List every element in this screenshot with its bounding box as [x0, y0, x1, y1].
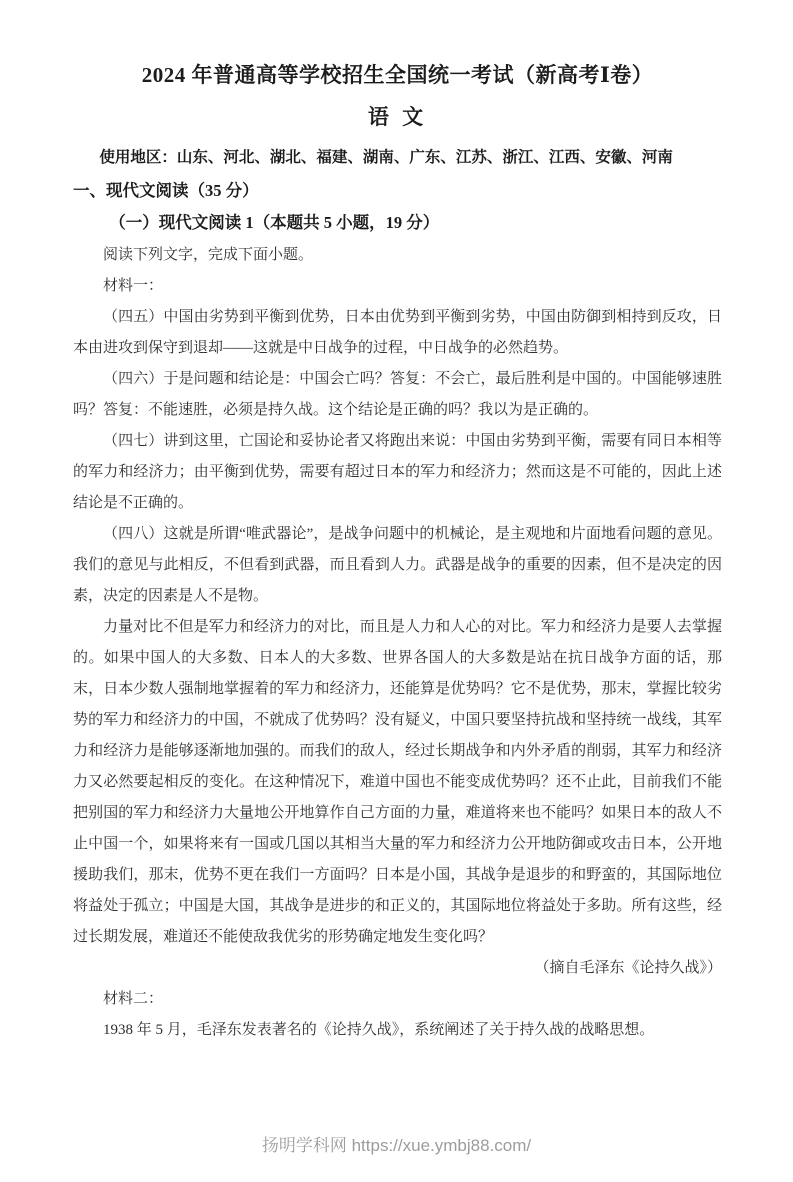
passage-paragraph-48: （四八）这就是所谓“唯武器论”，是战争问题中的机械论，是主观地和片面地看问题的意见。我们的意见与此相反，不但看到武器，而且看到人力。武器是战争的重要的因素，但不是决定的因素，决定的因素是人不是物。 — [73, 526, 722, 604]
passage-paragraph-47: （四七）讲到这里，亡国论和妥协论者又将跑出来说：中国由劣势到平衡，需要有同日本相等的军力和经济力；由平衡到优势，需要有超过日本的军力和经济力；然而这是不可能的，因此上述结论是不正确的。 — [73, 433, 722, 511]
site-watermark: 扬明学科网 https://xue.ymbj88.com/ — [261, 1136, 532, 1155]
section-heading-modern-reading: 一、现代文阅读（35 分） — [73, 181, 259, 200]
reading-instruction: 阅读下列文字，完成下面小题。 — [103, 247, 314, 263]
regions-line: 使用地区：山东、河北、湖北、福建、湖南、广东、江苏、浙江、江西、安徽、河南 — [99, 149, 673, 166]
passage-paragraph-strength: 力量对比不但是军力和经济力的对比，而且是人力和人心的对比。军力和经济力是要人去掌握的。如果中国人的大多数、日本人的大多数、世界各国人的大多数是站在抗日战争方面的话，那末，日本少数人强制地掌握着的军力和经济力，还能算是优势吗？它不是优势，那末，掌握比较劣势的军力和经济力的中国，不就成了优势吗？没有疑义，中国只要坚持抗战和坚持统一战线，其军力和经济力是能够逐渐地加强的。而我们的敌人，经过长期战争和内外矛盾的削弱，其军力和经济力又必然要起相反的变化。在这种情况下，难道中国也不能变成优势吗？还不止此，目前我们不能把别国的军力和经济力大量地公开地算作自己方面的力量，难道将来也不能吗？如果日本的敌人不止中国一个，如果将来有一国或几国以其相当大量的军力和经济力公开地防御或攻击日本，公开地援助我们，那末，优势不更在我们一方面吗？日本是小国，其战争是退步的和野蛮的，其国际地位将益处于孤立；中国是大国，其战争是进步的和正义的，其国际地位将益处于多助。所有这些，经过长期发展，难道还不能使敌我优劣的形势确定地发生变化吗？ — [73, 619, 722, 945]
exam-paper-page — [0, 60, 793, 1046]
attribution-line: （摘自毛泽东《论持久战》） — [534, 960, 722, 976]
material-2-label: 材料二： — [103, 991, 164, 1007]
subsection-heading-reading-1: （一）现代文阅读 1（本题共 5 小题，19 分） — [109, 213, 440, 232]
material-2-text: 1938 年 5 月，毛泽东发表著名的《论持久战》，系统阐述了关于持久战的战略思想。 — [103, 1022, 655, 1038]
passage-paragraph-46: （四六）于是问题和结论是：中国会亡吗？答复：不会亡，最后胜利是中国的。中国能够速胜吗？答复：不能速胜，必须是持久战。这个结论是正确的吗？我以为是正确的。 — [73, 371, 722, 418]
exam-paper-document — [0, 60, 793, 1182]
exam-title: 2024 年普通高等学校招生全国统一考试（新高考Ⅰ卷） — [141, 63, 654, 87]
passage-paragraph-45: （四五）中国由劣势到平衡到优势，日本由优势到平衡到劣势，中国由防御到相持到反攻，日本由进攻到保守到退却——这就是中日战争的过程，中日战争的必然趋势。 — [73, 309, 722, 356]
material-1-label: 材料一： — [103, 278, 164, 294]
reading-passage — [73, 240, 722, 1046]
subject-title: 语 文 — [367, 105, 428, 129]
